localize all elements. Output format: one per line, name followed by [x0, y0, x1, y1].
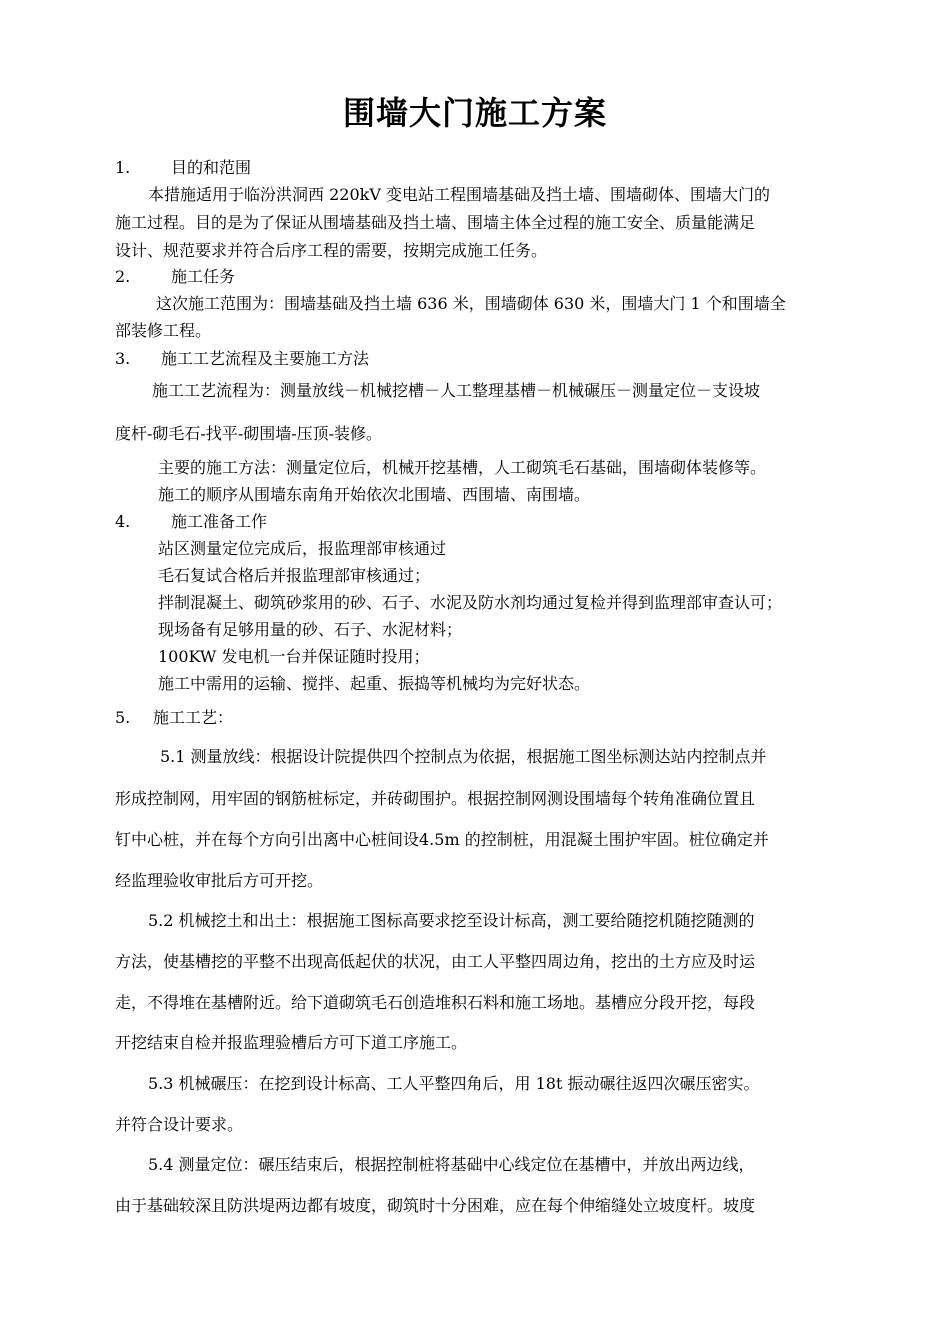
section-number: 1. — [115, 158, 131, 177]
section-2-heading — [115, 264, 235, 287]
section-heading-text: 施工任务 — [171, 267, 236, 286]
paragraph-line: 5.3 机械碾压：在挖到设计标高、工人平整四角后，用 18t 振动碾往返四次碾压密实。 — [148, 1074, 760, 1093]
paragraph-line: 5.4 测量定位：碾压结束后，根据控制桩将基础中心线定位在基槽中，并放出两边线， — [148, 1155, 755, 1174]
paragraph-line: 开挖结束自检并报监理验槽后方可下道工序施工。 — [115, 1033, 468, 1052]
section-number: 5. — [115, 708, 131, 727]
paragraph-line: 施工的顺序从围墙东南角开始依次北围墙、西围墙、南围墙。 — [158, 485, 591, 504]
list-item: 拌制混凝土、砌筑砂浆用的砂、石子、水泥及防水剂均通过复检并得到监理部审查认可； — [158, 593, 783, 612]
paragraph-line: 经监理验收审批后方可开挖。 — [115, 871, 324, 890]
section-number: 2. — [115, 267, 131, 286]
list-item: 现场备有足够用量的砂、石子、水泥材料； — [158, 620, 463, 639]
section-heading-text: 目的和范围 — [171, 158, 252, 177]
paragraph-line: 并符合设计要求。 — [115, 1115, 244, 1134]
paragraph-line: 形成控制网，用牢固的钢筋桩标定，并砖砌围护。根据控制网测设围墙每个转角准确位置且 — [115, 789, 756, 808]
paragraph-line: 度杆-砌毛石-找平-砌围墙-压顶-装修。 — [115, 424, 383, 443]
section-4-heading — [115, 509, 267, 532]
section-heading-text: 施工准备工作 — [171, 512, 268, 531]
paragraph-line: 由于基础较深且防洪堤两边都有坡度，砌筑时十分困难，应在每个伸缩缝处立坡度杆。坡度 — [115, 1196, 756, 1215]
paragraph-line: 施工过程。目的是为了保证从围墙基础及挡土墙、围墙主体全过程的施工安全、质量能满足 — [115, 213, 756, 232]
document-title: 围墙大门施工方案 — [342, 94, 607, 132]
list-item: 站区测量定位完成后，报监理部审核通过 — [158, 539, 447, 558]
section-heading-text: 施工工艺： — [153, 708, 234, 727]
list-item: 100KW 发电机一台并保证随时投用； — [158, 647, 430, 666]
paragraph-line: 部装修工程。 — [115, 321, 212, 340]
paragraph-line: 主要的施工方法：测量定位后，机械开挖基槽，人工砌筑毛石基础，围墙砌体装修等。 — [158, 458, 767, 477]
section-number: 3. — [115, 349, 131, 368]
paragraph-line: 钉中心桩，并在每个方向引出离中心桩间设4.5m 的控制桩，用混凝土围护牢固。桩位确定并 — [115, 830, 769, 849]
section-heading-text: 施工工艺流程及主要施工方法 — [161, 349, 370, 368]
paragraph-line: 设计、规范要求并符合后序工程的需要，按期完成施工任务。 — [115, 241, 548, 260]
section-number: 4. — [115, 512, 131, 531]
paragraph-line: 方法，使基槽挖的平整不出现高低起伏的状况，由工人平整四周边角，挖出的土方应及时运 — [115, 952, 756, 971]
paragraph-line: 5.2 机械挖土和出土：根据施工图标高要求挖至设计标高，测工要给随挖机随挖随测的 — [148, 911, 755, 930]
paragraph-line: 施工工艺流程为：测量放线－机械挖槽－人工整理基槽－机械碾压－测量定位－支设坡 — [152, 381, 761, 400]
paragraph-line: 5.1 测量放线：根据设计院提供四个控制点为依据，根据施工图坐标测达站内控制点并 — [160, 747, 767, 766]
paragraph-line: 走，不得堆在基槽附近。给下道砌筑毛石创造堆积石料和施工场地。基槽应分段开挖，每段 — [115, 993, 756, 1012]
paragraph-line: 本措施适用于临汾洪洞西 220kV 变电站工程围墙基础及挡土墙、围墙砌体、围墙大门的 — [148, 185, 770, 204]
section-1-heading — [115, 155, 251, 178]
list-item: 施工中需用的运输、搅拌、起重、振捣等机械均为完好状态。 — [158, 674, 591, 693]
list-item: 毛石复试合格后并报监理部审核通过； — [158, 566, 431, 585]
paragraph-line: 这次施工范围为：围墙基础及挡土墙 636 米，围墙砌体 630 米，围墙大门 1 个和围墙全 — [156, 294, 786, 313]
section-5-heading — [115, 705, 233, 728]
section-3-heading — [115, 346, 369, 369]
